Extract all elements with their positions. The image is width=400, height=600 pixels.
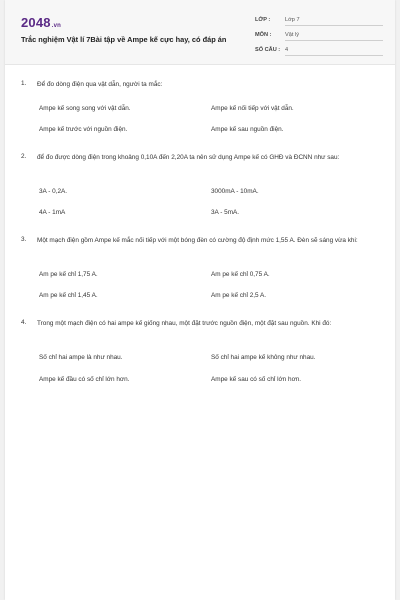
meta-value: Vật lý — [285, 32, 299, 38]
answer-option[interactable]: Am pe kế chỉ 2,5 A. — [211, 292, 267, 299]
site-logo[interactable] — [21, 15, 61, 30]
answer-option[interactable]: 3A - 5mA. — [211, 209, 240, 216]
answer-option[interactable]: 3000mA - 10mA. — [211, 188, 259, 195]
meta-underline — [285, 25, 383, 26]
meta-row-subject — [255, 29, 385, 44]
question-number: 1. — [21, 80, 27, 87]
logo-sub-text: .vn — [51, 23, 62, 29]
answer-option[interactable]: Số chỉ hai ampe là như nhau. — [39, 354, 123, 361]
answer-option[interactable]: Ampe kế sau có số chỉ lớn hơn. — [211, 376, 302, 383]
meta-row-question-count — [255, 44, 385, 59]
meta-info — [255, 14, 385, 59]
answer-option[interactable]: Ampe kế đầu có số chỉ lớn hơn. — [39, 376, 130, 383]
meta-row-class — [255, 14, 385, 29]
meta-label: LỚP : — [255, 17, 271, 23]
answer-option[interactable]: 3A - 0,2A. — [39, 188, 68, 195]
answer-option[interactable]: Số chỉ hai ampe kế không như nhau. — [211, 354, 316, 361]
question-text: Để đo dòng điện qua vật dẫn, người ta mắc: — [37, 81, 163, 88]
answer-option[interactable]: Ampe kế nối tiếp với vật dẫn. — [211, 105, 294, 112]
meta-underline — [285, 40, 383, 41]
question-number: 2. — [21, 153, 27, 160]
question-number: 4. — [21, 319, 27, 326]
meta-value: Lớp 7 — [285, 17, 300, 23]
question-text: để đo được dòng điện trong khoảng 0,10A đến 2,20A ta nên sử dụng Ampe kế có GHĐ và ĐCNN như sau: — [37, 154, 340, 161]
meta-label: SỐ CÂU : — [255, 47, 281, 53]
document-title: Trắc nghiệm Vật lí 7Bài tập về Ampe kế cực hay, có đáp án — [21, 35, 227, 44]
answer-option[interactable]: Am pe kế chỉ 0,75 A. — [211, 271, 270, 278]
worksheet-header — [5, 0, 395, 65]
question-number: 3. — [21, 236, 27, 243]
answer-option[interactable]: 4A - 1mA — [39, 209, 66, 216]
question-text: Trong một mạch điện có hai ampe kế giống nhau, một đặt trước nguồn điện, một đặt sau nguồn. Khi đó: — [37, 320, 332, 327]
meta-underline — [285, 55, 383, 56]
answer-option[interactable]: Ampe kế song song với vật dẫn. — [39, 105, 131, 112]
meta-value: 4 — [285, 47, 289, 53]
logo-main-text: 2048 — [21, 15, 51, 30]
meta-label: MÔN : — [255, 32, 272, 38]
question-text: Một mạch điện gồm Ampe kế mắc nối tiếp với một bóng đèn có cường độ định mức 1,55 A. Đèn sẽ sáng vừa khi: — [37, 237, 358, 244]
worksheet-page — [5, 0, 395, 600]
answer-option[interactable]: Am pe kế chỉ 1,75 A. — [39, 271, 98, 278]
answer-option[interactable]: Ampe kế trước với nguồn điện. — [39, 126, 128, 133]
answer-option[interactable]: Am pe kế chỉ 1,45 A. — [39, 292, 98, 299]
answer-option[interactable]: Ampe kế sau nguồn điện. — [211, 126, 284, 133]
